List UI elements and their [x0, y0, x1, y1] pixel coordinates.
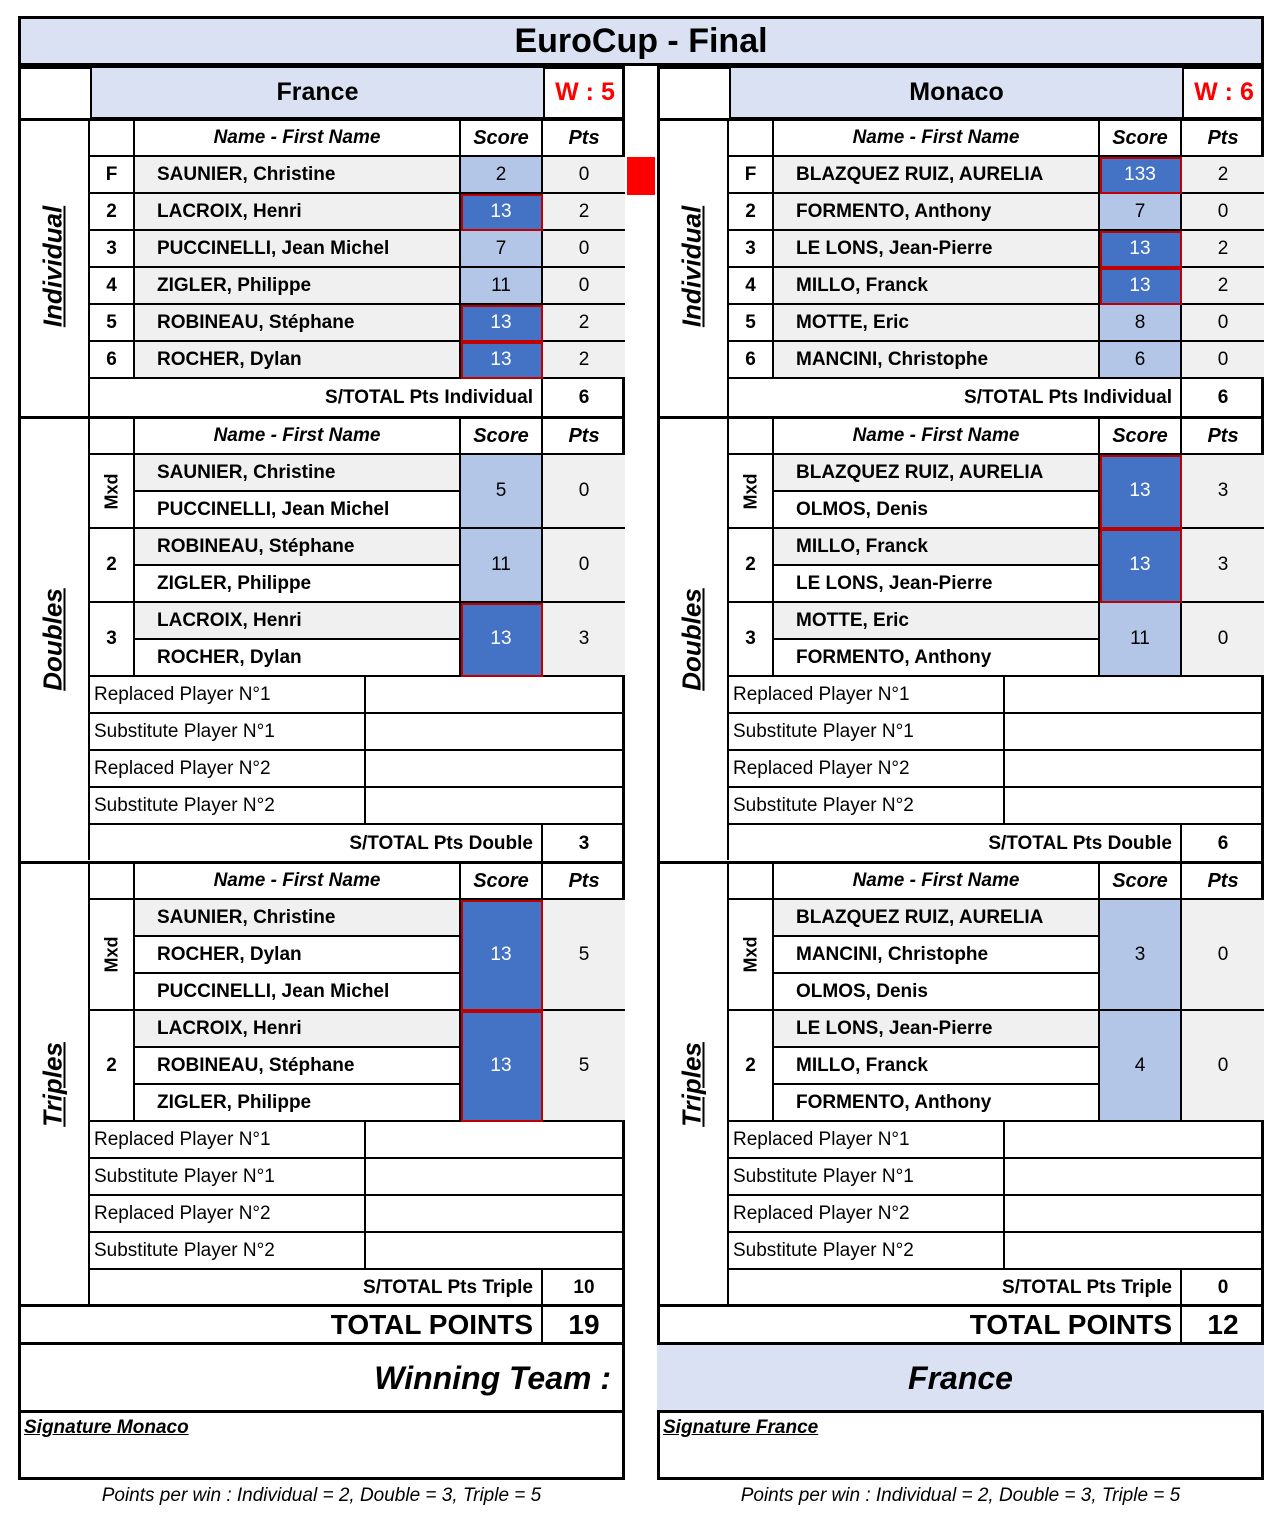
player-name: MOTTE, Eric	[774, 603, 1100, 640]
header-name: Name - First Name	[135, 864, 461, 900]
page-title: EuroCup - Final	[18, 16, 1264, 66]
player-name: MANCINI, Christophe	[774, 937, 1100, 974]
header-blank	[729, 419, 774, 455]
team-pts: 0	[1182, 603, 1264, 677]
player-name: BLAZQUEZ RUIZ, AURELIA	[774, 900, 1100, 937]
player-name: BLAZQUEZ RUIZ, AURELIA	[774, 455, 1100, 492]
team-position	[729, 455, 774, 529]
player-position: 2	[729, 194, 774, 231]
player-name: ROBINEAU, Stéphane	[135, 529, 461, 566]
wins-count: W : 6	[1182, 68, 1264, 119]
player-name: LE LONS, Jean-Pierre	[774, 1011, 1100, 1048]
player-position: F	[729, 157, 774, 194]
header-name: Name - First Name	[135, 419, 461, 455]
player-name: ZIGLER, Philippe	[135, 268, 461, 305]
replacement-label: Replaced Player N°2	[729, 751, 1005, 788]
team-pts: 3	[1182, 529, 1264, 603]
team-position: 2	[90, 529, 135, 603]
player-pts: 2	[543, 305, 625, 342]
team-name: France	[90, 68, 543, 119]
signature-label: Signature France	[663, 1417, 819, 1438]
player-score: 133	[1100, 157, 1182, 194]
team-position: 3	[90, 603, 135, 677]
player-name: LACROIX, Henri	[135, 1011, 461, 1048]
player-pts: 2	[1182, 157, 1264, 194]
subtotal-individual-value: 6	[578, 387, 590, 408]
replacement-label: Replaced Player N°1	[729, 677, 1005, 714]
doubles-label: Doubles	[37, 588, 68, 691]
header-name: Name - First Name	[135, 121, 461, 157]
header-name: Name - First Name	[774, 419, 1100, 455]
team-position	[90, 455, 135, 529]
player-score: 13	[1100, 231, 1182, 268]
player-name: LACROIX, Henri	[135, 603, 461, 640]
header-score: Score	[1100, 121, 1182, 157]
player-name: BLAZQUEZ RUIZ, AURELIA	[774, 157, 1100, 194]
header-pts: Pts	[1182, 419, 1264, 455]
total-points-value: 19	[568, 1309, 600, 1340]
player-name: FORMENTO, Anthony	[774, 194, 1100, 231]
player-pts: 0	[1182, 194, 1264, 231]
total-points-label: TOTAL POINTS	[18, 1307, 543, 1343]
replacement-label: Replaced Player N°1	[729, 1122, 1005, 1159]
player-name: PUCCINELLI, Jean Michel	[135, 974, 461, 1011]
player-position: 5	[729, 305, 774, 342]
player-position: 6	[90, 342, 135, 379]
team-position: 2	[729, 1011, 774, 1122]
player-name: ROCHER, Dylan	[135, 937, 461, 974]
replacement-input[interactable]	[1005, 714, 1263, 751]
player-score: 7	[1100, 194, 1182, 231]
header-score: Score	[1100, 419, 1182, 455]
doubles-section-label	[657, 419, 729, 860]
mixed-label: Mxd	[101, 936, 121, 973]
player-score: 13	[461, 305, 543, 342]
player-position: 3	[729, 231, 774, 268]
header-pts: Pts	[1182, 864, 1264, 900]
player-pts: 0	[543, 157, 625, 194]
team-position: 3	[729, 603, 774, 677]
replacement-label: Replaced Player N°2	[90, 1196, 366, 1233]
header-blank	[729, 121, 774, 157]
team-score: 4	[1100, 1011, 1182, 1122]
player-name: MANCINI, Christophe	[774, 342, 1100, 379]
red-marker	[627, 157, 655, 195]
header-name: Name - First Name	[774, 864, 1100, 900]
header-score: Score	[1100, 864, 1182, 900]
team-position: 2	[729, 529, 774, 603]
header-pts: Pts	[1182, 121, 1264, 157]
team-score: 11	[1100, 603, 1182, 677]
subtotal-triple-value: 0	[1217, 1276, 1229, 1298]
player-name: FORMENTO, Anthony	[774, 1085, 1100, 1122]
team-score: 3	[1100, 900, 1182, 1011]
header-blank	[90, 864, 135, 900]
signature-label: Signature Monaco	[24, 1417, 189, 1438]
header-pts: Pts	[543, 121, 625, 157]
header-score: Score	[461, 419, 543, 455]
player-name: ROCHER, Dylan	[135, 342, 461, 379]
header-pts: Pts	[543, 419, 625, 455]
player-pts: 2	[1182, 268, 1264, 305]
replacement-input[interactable]	[1005, 1233, 1263, 1270]
player-position: 2	[90, 194, 135, 231]
individual-section-label	[657, 121, 729, 417]
replacement-input[interactable]	[1005, 788, 1263, 825]
player-name: OLMOS, Denis	[774, 492, 1100, 529]
team-pts: 0	[543, 455, 625, 529]
header-score: Score	[461, 121, 543, 157]
replacement-input[interactable]	[1005, 751, 1263, 788]
individual-label: Individual	[676, 205, 707, 328]
team-name: Monaco	[729, 68, 1182, 119]
player-name: ZIGLER, Philippe	[135, 1085, 461, 1122]
player-name: ROBINEAU, Stéphane	[135, 305, 461, 342]
individual-label: Individual	[37, 205, 68, 328]
player-pts: 0	[543, 268, 625, 305]
player-position: 5	[90, 305, 135, 342]
replacement-label: Replaced Player N°2	[90, 751, 366, 788]
header-blank	[90, 419, 135, 455]
replacement-input[interactable]	[1005, 677, 1263, 714]
team-score: 5	[461, 455, 543, 529]
team-pts: 5	[543, 900, 625, 1011]
winning-team-value: France	[657, 1345, 1264, 1411]
replacement-label: Substitute Player N°1	[729, 714, 1005, 751]
player-name: SAUNIER, Christine	[135, 157, 461, 194]
player-pts: 2	[543, 194, 625, 231]
player-name: MOTTE, Eric	[774, 305, 1100, 342]
replacement-label: Substitute Player N°1	[729, 1159, 1005, 1196]
player-name: ROBINEAU, Stéphane	[135, 1048, 461, 1085]
team-pts: 3	[1182, 455, 1264, 529]
team-pts: 5	[543, 1011, 625, 1122]
team-pts: 3	[543, 603, 625, 677]
replacement-label: Replaced Player N°2	[729, 1196, 1005, 1233]
player-name: LE LONS, Jean-Pierre	[774, 231, 1100, 268]
triples-section-label	[657, 864, 729, 1305]
player-pts: 0	[543, 231, 625, 268]
replacement-label: Substitute Player N°1	[90, 1159, 366, 1196]
subtotal-double-value: 3	[578, 832, 590, 854]
triples-section-label	[18, 864, 90, 1305]
player-name: MILLO, Franck	[774, 1048, 1100, 1085]
player-name: LE LONS, Jean-Pierre	[774, 566, 1100, 603]
subtotal-double-label: S/TOTAL Pts Double	[729, 825, 1182, 862]
replacement-label: Substitute Player N°2	[729, 1233, 1005, 1270]
subtotal-double-value: 6	[1217, 832, 1229, 854]
replacement-label: Substitute Player N°1	[90, 714, 366, 751]
replacement-input[interactable]	[366, 1196, 624, 1233]
player-position: 3	[90, 231, 135, 268]
player-name: PUCCINELLI, Jean Michel	[135, 492, 461, 529]
replacement-label: Substitute Player N°2	[90, 788, 366, 825]
signature-area[interactable]	[22, 1443, 621, 1477]
header-pts: Pts	[543, 864, 625, 900]
player-pts: 2	[543, 342, 625, 379]
total-points-value: 12	[1207, 1309, 1239, 1340]
doubles-section-label	[18, 419, 90, 860]
replacement-input[interactable]	[366, 1159, 624, 1196]
replacement-input[interactable]	[366, 714, 624, 751]
player-name: ZIGLER, Philippe	[135, 566, 461, 603]
replacement-input[interactable]	[366, 1233, 624, 1270]
mixed-label: Mxd	[740, 473, 760, 509]
replacement-label: Substitute Player N°2	[90, 1233, 366, 1270]
header-score: Score	[461, 864, 543, 900]
player-position: 6	[729, 342, 774, 379]
subtotal-triple-label: S/TOTAL Pts Triple	[729, 1270, 1182, 1305]
team-score: 13	[461, 1011, 543, 1122]
replacement-input[interactable]	[1005, 1196, 1263, 1233]
points-footer: Points per win : Individual = 2, Double = 3, Triple = 5	[740, 1485, 1181, 1506]
team-score: 13	[1100, 455, 1182, 529]
player-pts: 0	[1182, 305, 1264, 342]
signature-area[interactable]	[661, 1443, 1260, 1477]
subtotal-individual-label: S/TOTAL Pts Individual	[90, 379, 543, 417]
player-pts: 2	[1182, 231, 1264, 268]
header-blank	[90, 121, 135, 157]
player-position: 4	[729, 268, 774, 305]
individual-section-label	[18, 121, 90, 417]
team-position	[729, 900, 774, 1011]
replacement-label: Substitute Player N°2	[729, 788, 1005, 825]
player-pts: 0	[1182, 342, 1264, 379]
doubles-label: Doubles	[676, 588, 707, 691]
player-name: ROCHER, Dylan	[135, 640, 461, 677]
replacement-label: Replaced Player N°1	[90, 677, 366, 714]
player-name: MILLO, Franck	[774, 268, 1100, 305]
player-name: SAUNIER, Christine	[135, 455, 461, 492]
mixed-label: Mxd	[101, 473, 121, 509]
player-score: 8	[1100, 305, 1182, 342]
team-score: 11	[461, 529, 543, 603]
subtotal-individual-value: 6	[1217, 387, 1229, 408]
player-name: MILLO, Franck	[774, 529, 1100, 566]
player-score: 7	[461, 231, 543, 268]
replacement-input[interactable]	[366, 1122, 624, 1159]
player-name: FORMENTO, Anthony	[774, 640, 1100, 677]
subtotal-double-label: S/TOTAL Pts Double	[90, 825, 543, 862]
player-position: 4	[90, 268, 135, 305]
player-score: 13	[1100, 268, 1182, 305]
replacement-input[interactable]	[366, 677, 624, 714]
wins-count: W : 5	[543, 68, 625, 119]
player-score: 2	[461, 157, 543, 194]
triples-label: Triples	[676, 1042, 707, 1127]
player-score: 11	[461, 268, 543, 305]
player-score: 13	[461, 194, 543, 231]
total-points-label: TOTAL POINTS	[657, 1307, 1182, 1343]
replacement-input[interactable]	[366, 751, 624, 788]
mixed-label: Mxd	[740, 936, 760, 973]
team-pts: 0	[1182, 1011, 1264, 1122]
subtotal-triple-label: S/TOTAL Pts Triple	[90, 1270, 543, 1305]
team-score: 13	[461, 603, 543, 677]
team-position	[90, 900, 135, 1011]
replacement-label: Replaced Player N°1	[90, 1122, 366, 1159]
replacement-input[interactable]	[1005, 1122, 1263, 1159]
triples-label: Triples	[37, 1042, 68, 1127]
player-name: LACROIX, Henri	[135, 194, 461, 231]
player-name: OLMOS, Denis	[774, 974, 1100, 1011]
subtotal-individual-label: S/TOTAL Pts Individual	[729, 379, 1182, 417]
team-pts: 0	[543, 529, 625, 603]
header-blank	[729, 864, 774, 900]
replacement-input[interactable]	[1005, 1159, 1263, 1196]
team-score: 13	[1100, 529, 1182, 603]
player-score: 13	[461, 342, 543, 379]
player-score: 6	[1100, 342, 1182, 379]
team-position: 2	[90, 1011, 135, 1122]
winning-team-label: Winning Team :	[374, 1359, 611, 1396]
team-pts: 0	[1182, 900, 1264, 1011]
player-position: F	[90, 157, 135, 194]
points-footer: Points per win : Individual = 2, Double = 3, Triple = 5	[101, 1485, 542, 1506]
replacement-input[interactable]	[366, 788, 624, 825]
subtotal-triple-value: 10	[573, 1276, 595, 1298]
header-name: Name - First Name	[774, 121, 1100, 157]
player-name: SAUNIER, Christine	[135, 900, 461, 937]
team-score: 13	[461, 900, 543, 1011]
player-name: PUCCINELLI, Jean Michel	[135, 231, 461, 268]
